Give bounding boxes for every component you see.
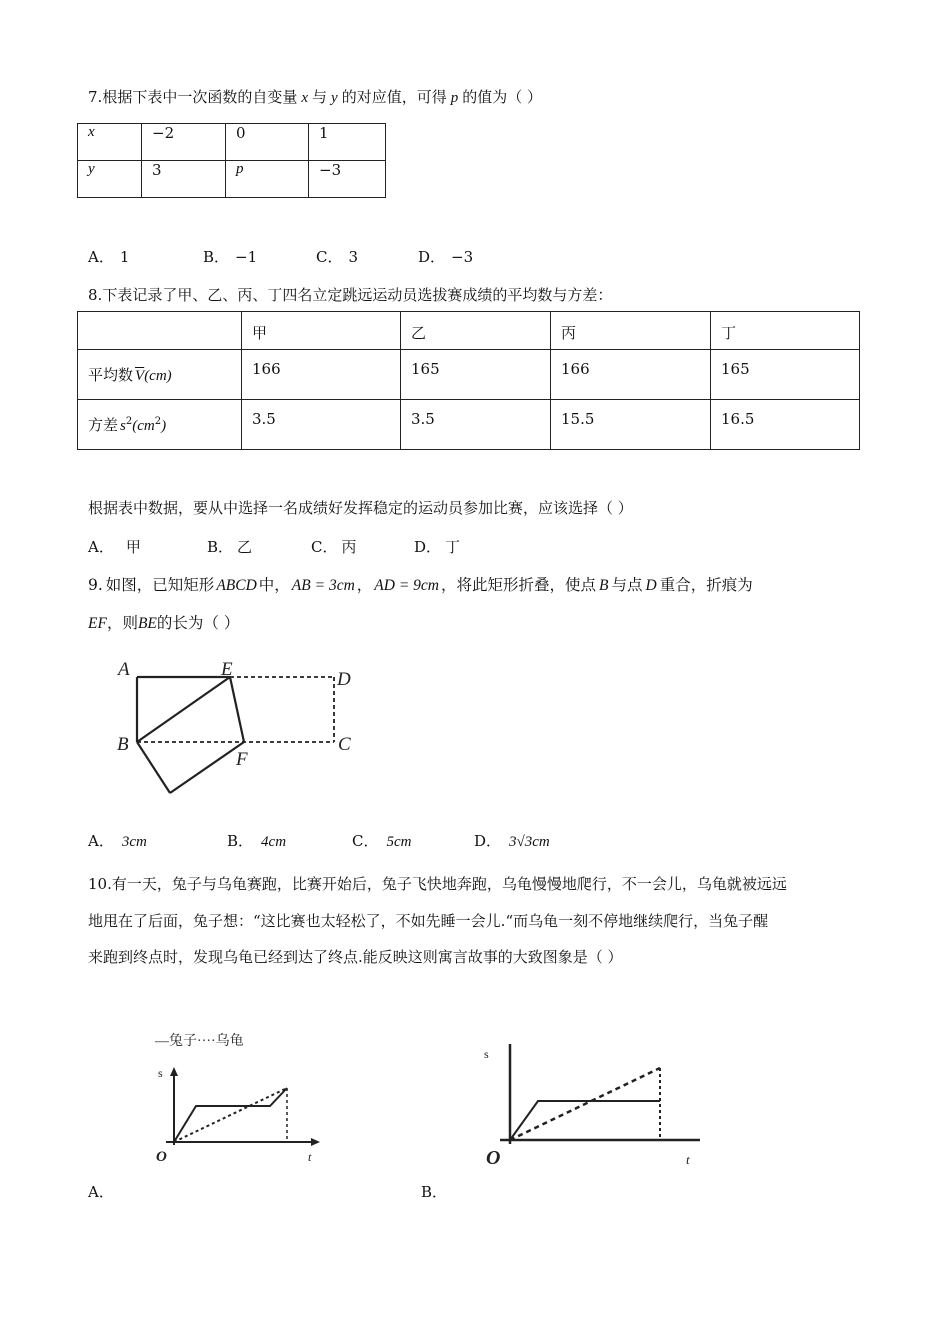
q8-number: 8. <box>88 286 103 304</box>
q7-option-b[interactable] <box>203 246 257 267</box>
option-value: 4cm <box>261 834 287 850</box>
graph-b-axis-s: s <box>484 1047 489 1061</box>
label-e: E <box>221 659 233 680</box>
q8-text: 下表记录了甲、乙、丙、丁四名立定跳远运动员选拔赛成绩的平均数与方差： <box>102 286 613 304</box>
option-value: 1 <box>119 248 130 266</box>
q9-text: ，将此矩形折叠，使点 <box>440 576 596 594</box>
option-label: A． <box>88 832 114 850</box>
q8-cell: 3.5 <box>242 400 401 450</box>
option-label: A． <box>88 538 114 556</box>
q7-option-d[interactable] <box>418 246 473 267</box>
q7-number: 7. <box>88 88 103 106</box>
label-d: D <box>337 669 351 690</box>
q7-cell: −3 <box>309 161 386 198</box>
q7-text: 根据下表中一次函数的自变量 <box>102 88 298 106</box>
q9-stem-line1 <box>88 573 753 595</box>
q9-option-d[interactable] <box>474 830 550 851</box>
q8-cell: 3.5 <box>401 400 551 450</box>
option-value: 3 <box>348 248 359 266</box>
q7-cell: 0 <box>226 124 309 161</box>
variance-symbol: s <box>120 418 126 434</box>
q7-stem <box>88 86 542 107</box>
q7-option-c[interactable] <box>316 246 358 267</box>
option-label: B． <box>203 248 230 266</box>
q8-row-label <box>78 350 242 400</box>
tortoise-line <box>510 1068 660 1140</box>
q9-text: 与点 <box>611 576 643 594</box>
option-value: 丙 <box>341 538 357 556</box>
q10-stem-line2: 地甩在了后面，兔子想：“这比赛也太轻松了，不如先睡一会儿.“而乌龟一刻不停地继续爬行，当兔子醒 <box>88 912 769 930</box>
option-label: B． <box>227 832 254 850</box>
q10-number: 10. <box>88 875 112 893</box>
q8-option-d[interactable] <box>414 536 460 557</box>
q8-header-cell: 丁 <box>711 312 860 350</box>
graph-b-origin: O <box>486 1147 501 1169</box>
q8-cell: 16.5 <box>711 400 860 450</box>
option-value: 3√3cm <box>509 834 550 850</box>
q7-cell: 1 <box>309 124 386 161</box>
y-axis-arrow <box>170 1067 178 1076</box>
q9-text: ，则 <box>106 614 138 632</box>
folded-edge <box>137 742 170 793</box>
q9-text: 如图，已知矩形 <box>105 576 215 594</box>
q9-option-c[interactable] <box>352 830 411 851</box>
graph-a-axis-s: s <box>158 1066 163 1080</box>
q7-text-mid: 与 <box>312 88 328 106</box>
folded-edge <box>170 742 244 793</box>
q8-cell: 165 <box>401 350 551 400</box>
q9-sep: ， <box>356 576 373 594</box>
graph-a-legend: —兔子····乌龟 <box>155 1034 244 1049</box>
q8-cell: 165 <box>711 350 860 400</box>
q8-header-cell: 甲 <box>242 312 401 350</box>
option-value: 3cm <box>121 834 147 850</box>
q10-option-a[interactable]: A． <box>88 1183 114 1201</box>
option-label: D． <box>418 248 446 266</box>
q7-var-x: x <box>301 90 308 106</box>
graph-a-axis-t: t <box>308 1150 312 1164</box>
q7-table <box>77 123 386 198</box>
unit: (cm <box>132 418 155 434</box>
label-a: A <box>118 659 130 680</box>
q9-ad: AD = 9cm <box>374 577 439 594</box>
q8-cell: 15.5 <box>551 400 711 450</box>
q10-option-b[interactable]: B． <box>421 1183 448 1201</box>
option-label: C． <box>352 832 379 850</box>
q9-be: BE <box>137 615 157 632</box>
q9-text: 的长为（ ） <box>156 614 240 632</box>
option-value: −1 <box>235 248 258 266</box>
row-label-text: 平均数 <box>88 366 134 384</box>
mean-symbol: $\overline{V}$ <box>135 368 145 384</box>
q8-stem <box>88 284 612 305</box>
q9-number: 9. <box>88 576 103 594</box>
q8-option-c[interactable] <box>311 536 357 557</box>
option-label: C． <box>311 538 338 556</box>
q7-option-a[interactable] <box>88 246 129 267</box>
q10-stem-line3: 来跑到终点时，发现乌龟已经到达了终点.能反映这则寓言故事的大致图象是（ ） <box>88 948 623 966</box>
graph-b-axis-t: t <box>686 1152 690 1167</box>
q8-row-label: 方差 $s^2(cm^2)$ <box>78 400 242 450</box>
q7-text-end: 的值为（ ） <box>462 88 542 106</box>
option-label: D． <box>414 538 442 556</box>
q8-header-cell: 乙 <box>401 312 551 350</box>
q7-cell: −2 <box>142 124 226 161</box>
q7-cell: x <box>78 124 142 161</box>
q9-pb: B <box>599 577 609 594</box>
q9-ab: AB = 3cm <box>291 577 355 594</box>
label-b: B <box>117 734 129 755</box>
q8-cell: 166 <box>551 350 711 400</box>
row-label-text: 方差 <box>88 416 119 434</box>
q9-ef: EF <box>88 615 107 632</box>
option-value: 丁 <box>445 538 461 556</box>
label-f: F <box>236 749 248 770</box>
q8-table <box>77 311 860 450</box>
option-value: −3 <box>451 248 474 266</box>
q9-fold-figure <box>110 655 370 805</box>
q9-pd: D <box>645 577 657 594</box>
rabbit-line <box>510 1101 660 1140</box>
option-label: B． <box>207 538 234 556</box>
q8-question: 根据表中数据，要从中选择一名成绩好发挥稳定的运动员参加比赛，应该选择（ ） <box>88 499 633 517</box>
q9-option-b[interactable] <box>227 830 286 851</box>
q10-text: 有一天，兔子与乌龟赛跑，比赛开始后，兔子飞快地奔跑，乌龟慢慢地爬行，不一会儿，乌龟就被远远 <box>111 875 787 893</box>
q7-cell: y <box>78 161 142 198</box>
option-label: A． <box>88 248 114 266</box>
q7-cell: 3 <box>142 161 226 198</box>
graph-a-origin: O <box>156 1149 167 1165</box>
label-c: C <box>338 734 351 755</box>
x-axis-arrow <box>311 1138 320 1146</box>
q7-text-after: 的对应值，可得 <box>341 88 447 106</box>
q9-stem-line2 <box>88 611 239 633</box>
q10-stem-line1 <box>88 873 787 894</box>
q10-graph-b[interactable] <box>470 1040 710 1175</box>
option-label: C． <box>316 248 343 266</box>
option-value: 乙 <box>237 538 253 556</box>
option-label: D． <box>474 832 502 850</box>
segment-ef <box>230 677 244 742</box>
q8-cell: 166 <box>242 350 401 400</box>
q7-cell: p <box>226 161 309 198</box>
q8-option-b[interactable] <box>207 536 252 557</box>
option-value: 甲 <box>125 538 141 556</box>
q7-var-p: p <box>450 90 459 106</box>
q9-option-a[interactable] <box>88 830 147 851</box>
q9-text: 中， <box>258 576 290 594</box>
q7-var-y: y <box>331 90 338 106</box>
q9-rect: ABCD <box>216 577 257 594</box>
q8-option-a[interactable] <box>88 536 141 557</box>
unit: (cm) <box>144 368 172 384</box>
option-value: 5cm <box>386 834 412 850</box>
q9-text: 重合，折痕为 <box>659 576 753 594</box>
q8-header-cell: 丙 <box>551 312 711 350</box>
segment-be <box>137 677 230 742</box>
q10-graph-a[interactable] <box>150 1025 330 1175</box>
q8-header-cell <box>78 312 242 350</box>
